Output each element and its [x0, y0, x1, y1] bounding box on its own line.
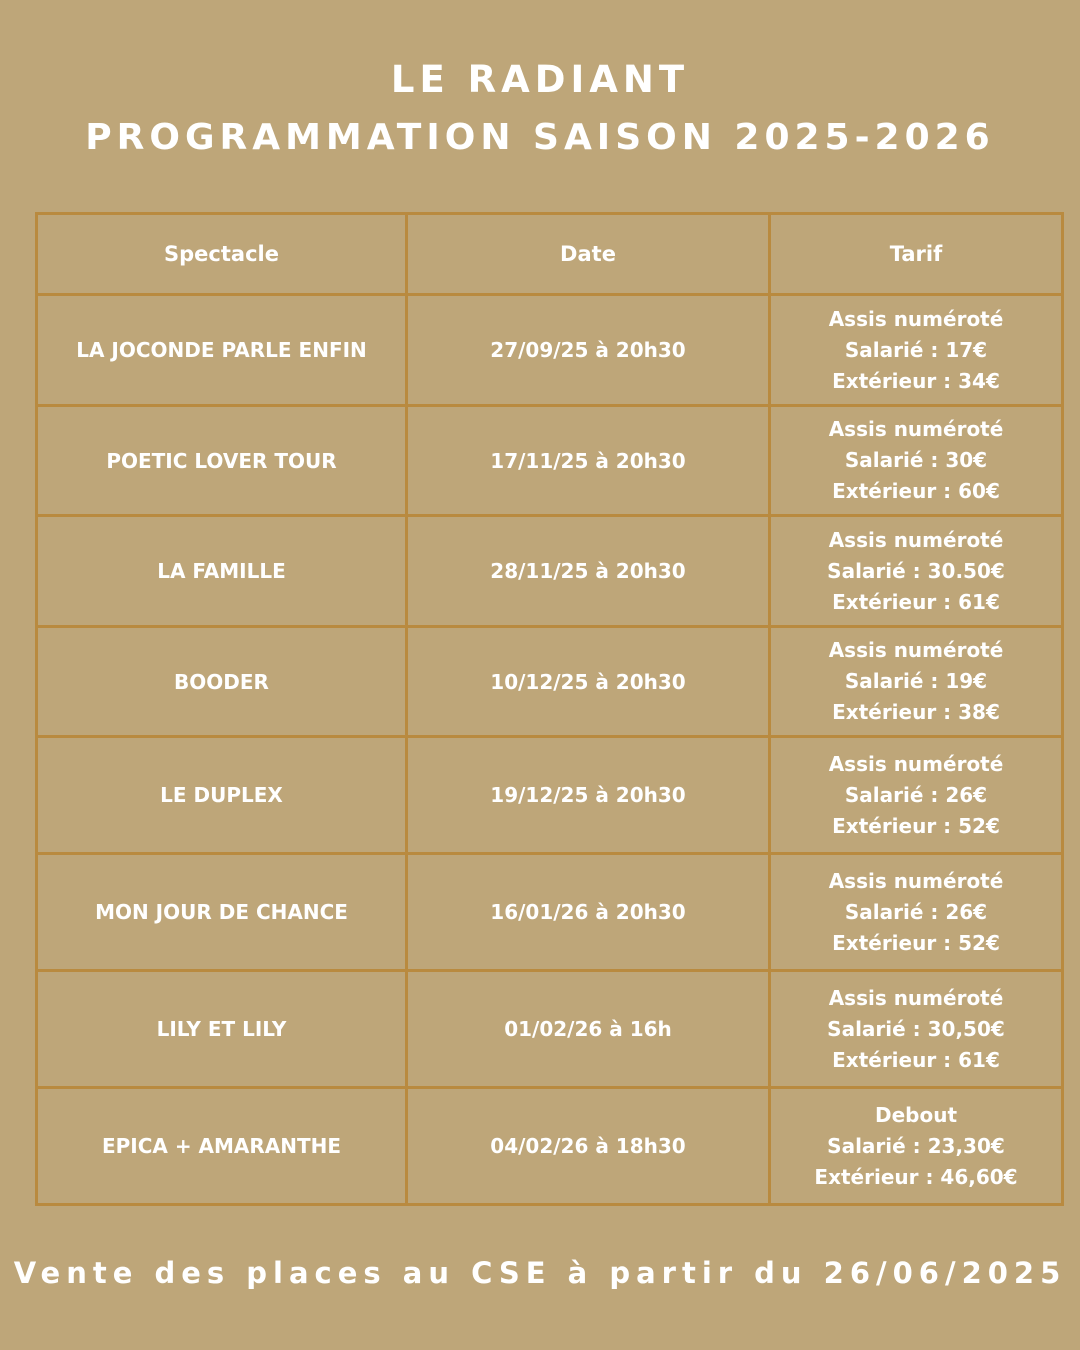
page-subtitle: PROGRAMMATION SAISON 2025-2026 — [85, 117, 995, 158]
tarif-seating: Assis numéroté — [828, 985, 1004, 1010]
tarif-employee: Salarié : 19€ — [844, 669, 988, 693]
page-title: LE RADIANT — [390, 58, 690, 101]
show-name: LE DUPLEX — [37, 737, 407, 854]
show-date: 04/02/26 à 18h30 — [407, 1088, 770, 1205]
tarif-external: Extérieur : 52€ — [832, 813, 1000, 838]
show-name: LA FAMILLE — [37, 516, 407, 627]
tarif-external: Extérieur : 46,60€ — [814, 1164, 1018, 1189]
column-header-tarif: Tarif — [770, 214, 1063, 295]
show-date: 28/11/25 à 20h30 — [407, 516, 770, 627]
table-header-row — [37, 214, 1063, 295]
tarif-employee: Salarié : 26€ — [844, 899, 988, 924]
show-name: LILY ET LILY — [37, 971, 407, 1088]
show-name: MON JOUR DE CHANCE — [37, 854, 407, 971]
tarif-seating: Assis numéroté — [828, 751, 1004, 776]
tarif-employee: Salarié : 30€ — [844, 448, 988, 472]
program-table — [35, 212, 1064, 1206]
show-tarif — [770, 627, 1063, 737]
show-tarif — [770, 971, 1063, 1088]
show-date: 19/12/25 à 20h30 — [407, 737, 770, 854]
tarif-external: Extérieur : 60€ — [832, 479, 1000, 503]
table-row — [37, 516, 1063, 627]
show-date: 27/09/25 à 20h30 — [407, 295, 770, 406]
show-tarif — [770, 854, 1063, 971]
tarif-employee: Salarié : 26€ — [844, 782, 988, 807]
tarif-external: Extérieur : 52€ — [832, 930, 1000, 955]
tarif-employee: Salarié : 23,30€ — [827, 1133, 1005, 1158]
show-date: 17/11/25 à 20h30 — [407, 406, 770, 516]
tarif-external: Extérieur : 38€ — [832, 700, 1000, 724]
table-row — [37, 737, 1063, 854]
show-name: EPICA + AMARANTHE — [37, 1088, 407, 1205]
sale-notice: Vente des places au CSE à partir du 26/06/2025 — [13, 1256, 1067, 1290]
column-header-date: Date — [407, 214, 770, 295]
table-row — [37, 971, 1063, 1088]
tarif-seating: Assis numéroté — [828, 306, 1004, 331]
show-date: 01/02/26 à 16h — [407, 971, 770, 1088]
show-tarif — [770, 295, 1063, 406]
show-tarif — [770, 1088, 1063, 1205]
tarif-employee: Salarié : 30,50€ — [827, 1016, 1005, 1041]
show-tarif — [770, 516, 1063, 627]
tarif-seating: Assis numéroté — [828, 417, 1004, 441]
table-row — [37, 854, 1063, 971]
show-date: 10/12/25 à 20h30 — [407, 627, 770, 737]
table-row — [37, 406, 1063, 516]
column-header-spectacle: Spectacle — [37, 214, 407, 295]
table-row — [37, 295, 1063, 406]
show-name: POETIC LOVER TOUR — [37, 406, 407, 516]
show-tarif — [770, 406, 1063, 516]
tarif-employee: Salarié : 30.50€ — [827, 558, 1005, 583]
table-row — [37, 1088, 1063, 1205]
show-tarif — [770, 737, 1063, 854]
tarif-seating: Assis numéroté — [828, 868, 1004, 893]
table-row — [37, 627, 1063, 737]
show-name: BOODER — [37, 627, 407, 737]
tarif-seating: Assis numéroté — [828, 527, 1004, 552]
tarif-external: Extérieur : 61€ — [832, 1047, 1000, 1072]
show-date: 16/01/26 à 20h30 — [407, 854, 770, 971]
tarif-external: Extérieur : 61€ — [832, 589, 1000, 614]
tarif-external: Extérieur : 34€ — [832, 368, 1000, 393]
show-name: LA JOCONDE PARLE ENFIN — [37, 295, 407, 406]
tarif-employee: Salarié : 17€ — [844, 337, 988, 362]
tarif-seating: Debout — [874, 1102, 958, 1127]
tarif-seating: Assis numéroté — [828, 638, 1004, 662]
